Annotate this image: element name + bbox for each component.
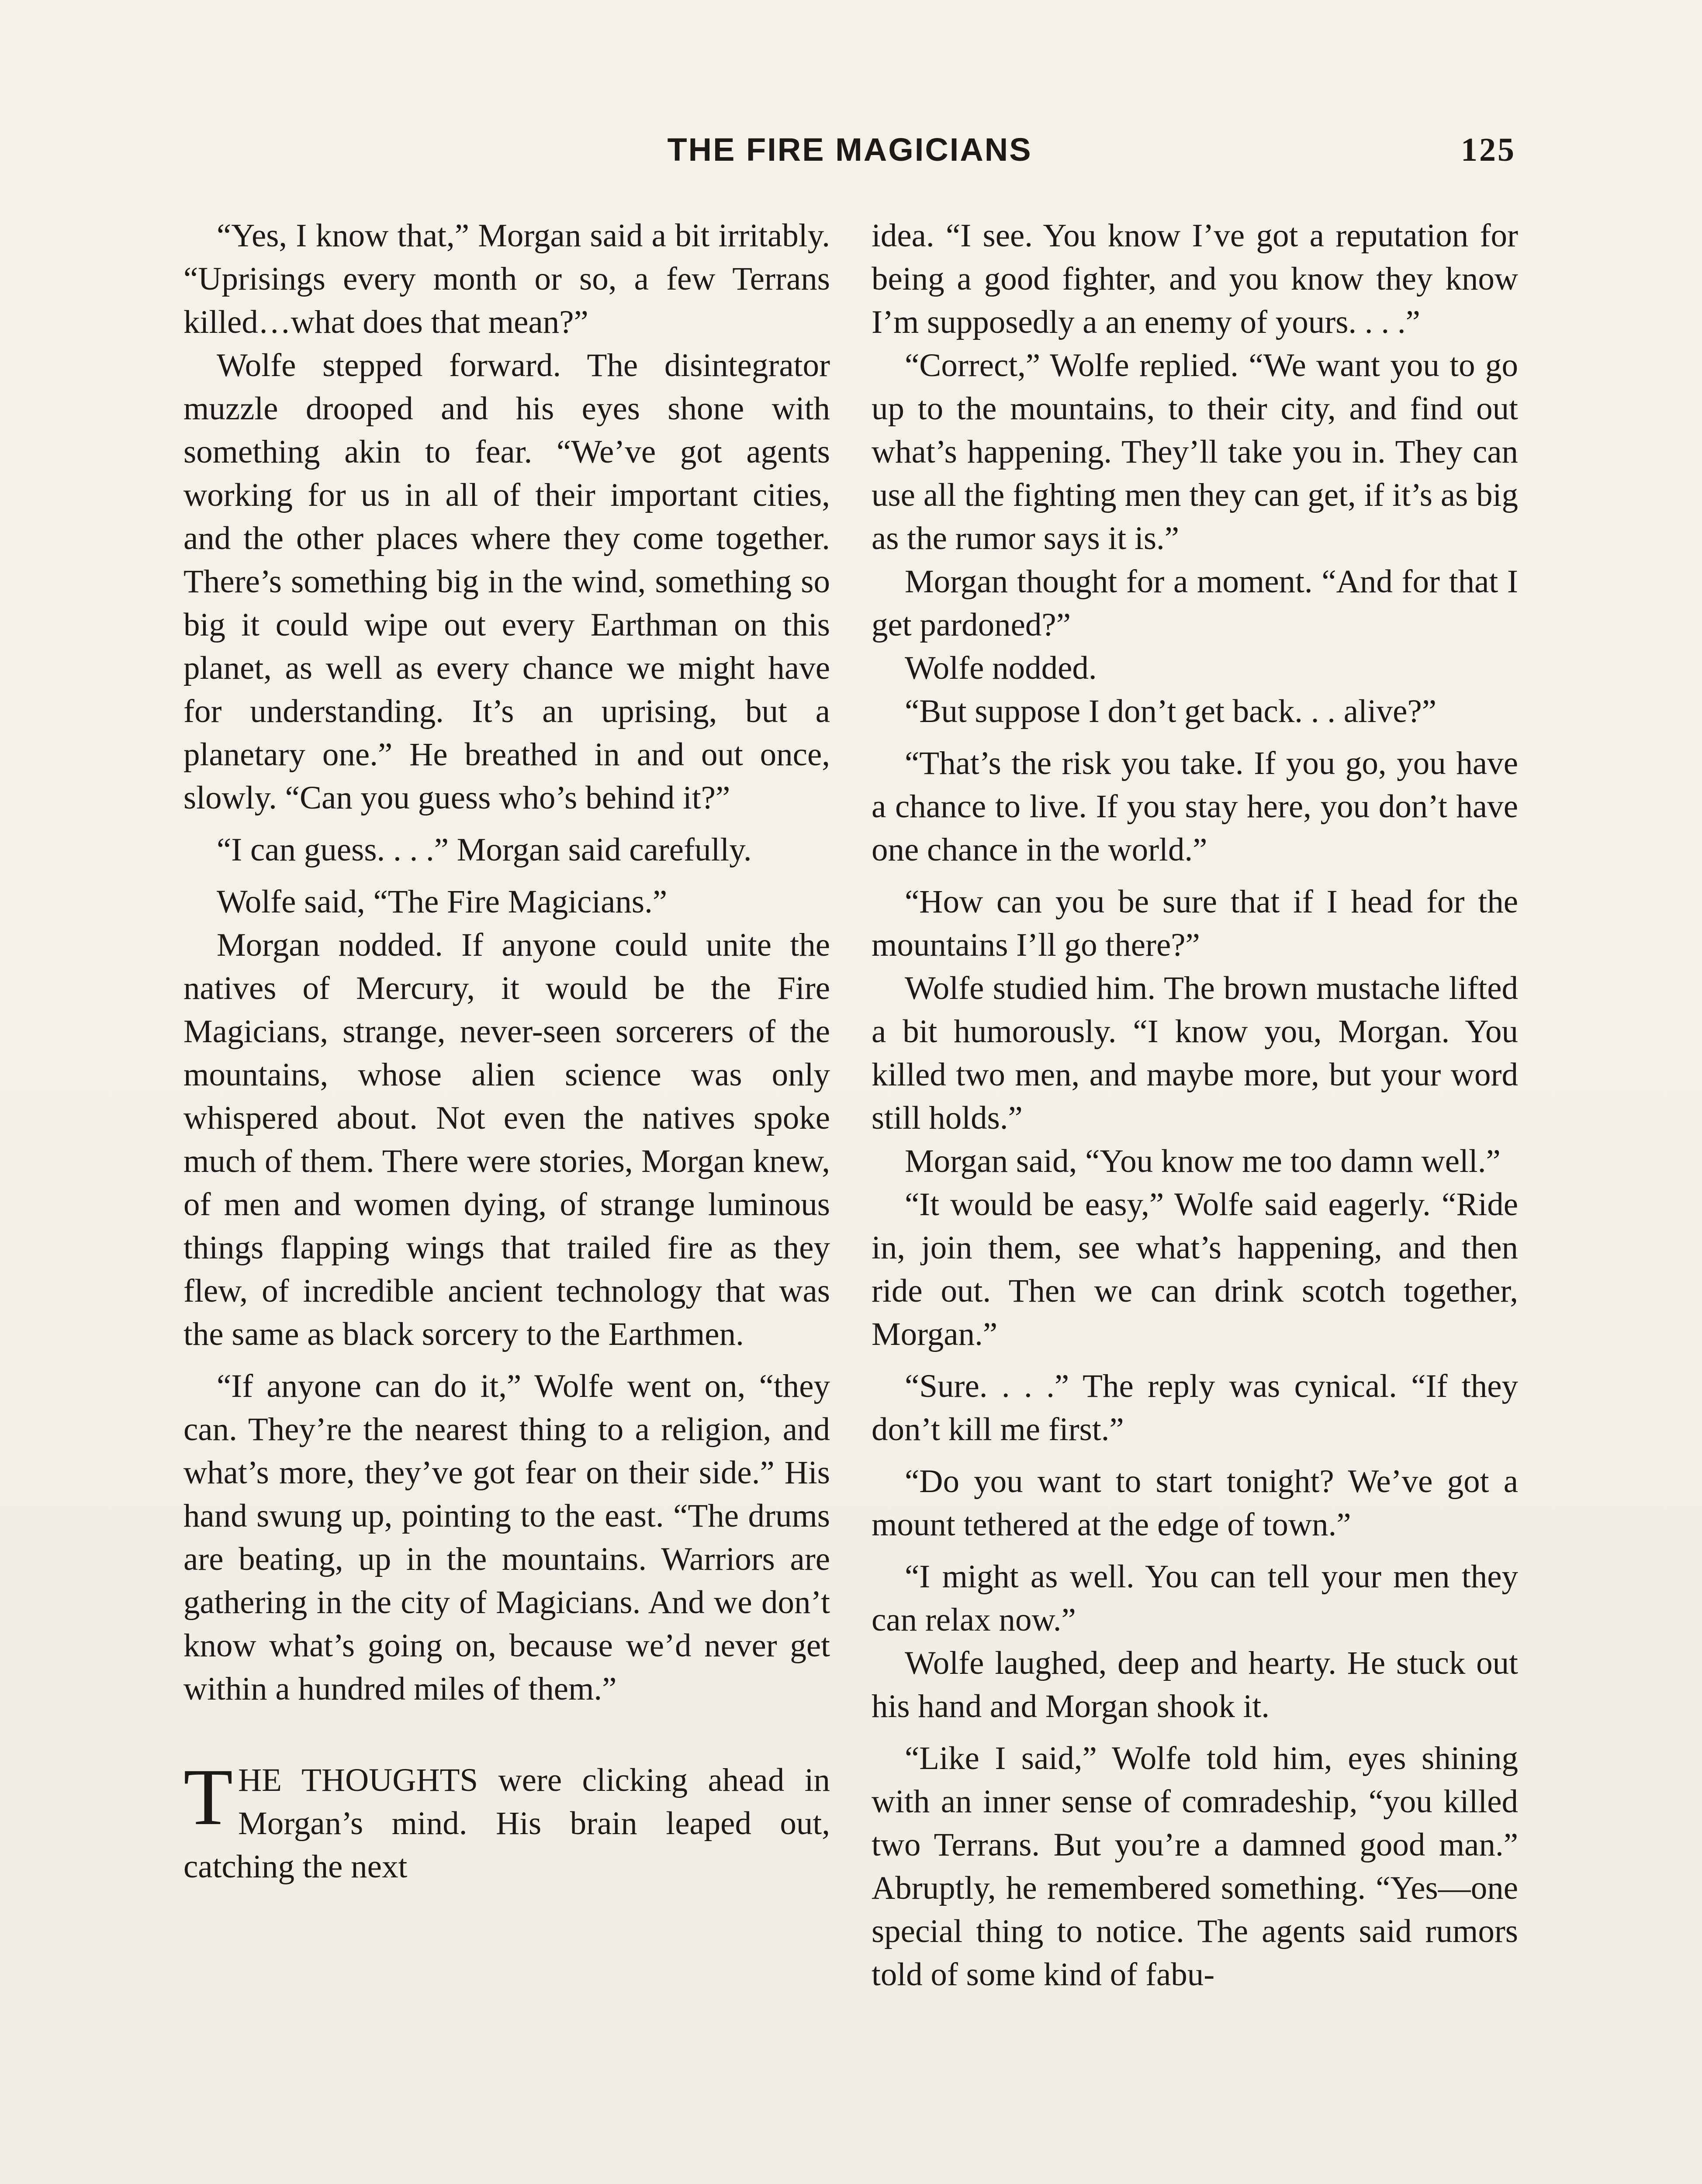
paragraph: “Correct,” Wolfe replied. “We want you to go up to the mountains, to their city, and find out what’s happening. They’ll take you in. They can use all the fighting men they can get, if it’s as big as the rumor says it is.” — [872, 347, 1518, 556]
paragraph: “If anyone can do it,” Wolfe went on, “they can. They’re the nearest thing to a religion, and what’s more, they’ve got fear on their side.” His hand swung up, pointing to the east. “The drums are beating, up in the mountains. Warriors are gathering in the city of Magicians. And we don’t know what’s going on, because we’d never get within a hundred miles of them.” — [183, 1368, 830, 1707]
paragraph: Morgan nodded. If anyone could unite the natives of Mercury, it would be the Fire Magicians, strange, never-seen sorcerers of the mountains, whose alien science was only whispered about. Not even the natives spoke much of them. There were stories, Morgan knew, of men and women dying, of strange luminous things flapping wings that trailed fire as they flew, of incredible ancient technology that was the same as black sorcery to the Earthmen. — [183, 927, 830, 1352]
paragraph: “Sure. . . .” The reply was cynical. “If they don’t kill me first.” — [872, 1368, 1518, 1448]
paragraph: Wolfe stepped forward. The disintegrator muzzle drooped and his eyes shone with something akin to fear. “We’ve got agents working for us in all of their important cities, and the other places where they come together. There’s something big in the wind, something so big it could wipe out every Earthman on this planet, as well as every chance we might have for understanding. It’s an uprising, but a planetary one.” He breathed in and out once, slowly. “Can you guess who’s behind it?” — [183, 347, 830, 816]
dropcap-paragraph — [183, 1752, 830, 1888]
page-number: 125 — [1461, 131, 1516, 168]
paragraph: “Like I said,” Wolfe told him, eyes shining with an inner sense of comradeship, “you killed two Terrans. But you’re a damned good man.” Abruptly, he remembered something. “Yes—one special thing to notice. The agents said rumors told of some kind of fabu- — [872, 1740, 1518, 1993]
paragraph: Morgan thought for a moment. “And for that I get pardoned?” — [872, 563, 1518, 643]
paragraph: Wolfe studied him. The brown mustache lifted a bit humorously. “I know you, Morgan. You killed two men, and maybe more, but your word still holds.” — [872, 970, 1518, 1136]
paragraph: “Do you want to start tonight? We’ve got a mount tethered at the edge of town.” — [872, 1463, 1518, 1543]
left-column — [183, 214, 830, 1888]
paragraph: Wolfe said, “The Fire Magicians.” — [217, 884, 668, 920]
paragraph: “How can you be sure that if I head for the mountains I’ll go there?” — [872, 884, 1518, 963]
dropcap-paragraph-text: HE THOUGHTS were clicking ahead in Morgan’s mind. His brain leaped out, catching the next — [183, 1762, 830, 1885]
paragraph: idea. “I see. You know I’ve got a reputation for being a good fighter, and you know they know I’m supposedly a an enemy of yours. . . .” — [872, 218, 1518, 340]
paragraph: “But suppose I don’t get back. . . alive?” — [905, 693, 1437, 729]
paragraph: “That’s the risk you take. If you go, you have a chance to live. If you stay here, you don’t have one chance in the world.” — [872, 745, 1518, 868]
paragraph: “I can guess. . . .” Morgan said carefully. — [217, 832, 752, 868]
right-column — [872, 214, 1518, 1996]
paragraph: “I might as well. You can tell your men they can relax now.” — [872, 1559, 1518, 1638]
running-title: THE FIRE MAGICIANS — [667, 131, 1032, 168]
paragraph: Morgan said, “You know me too damn well.” — [905, 1143, 1501, 1179]
paragraph: “Yes, I know that,” Morgan said a bit irritably. “Uprisings every month or so, a few Terrans killed…what does that mean?” — [183, 218, 830, 340]
drop-cap: T — [183, 1752, 233, 1842]
running-head — [183, 131, 1516, 179]
paragraph: “It would be easy,” Wolfe said eagerly. “Ride in, join them, see what’s happening, and then ride out. Then we can drink scotch together, Morgan.” — [872, 1186, 1518, 1352]
paragraph: Wolfe laughed, deep and hearty. He stuck out his hand and Morgan shook it. — [872, 1645, 1518, 1724]
paragraph: Wolfe nodded. — [905, 650, 1097, 686]
